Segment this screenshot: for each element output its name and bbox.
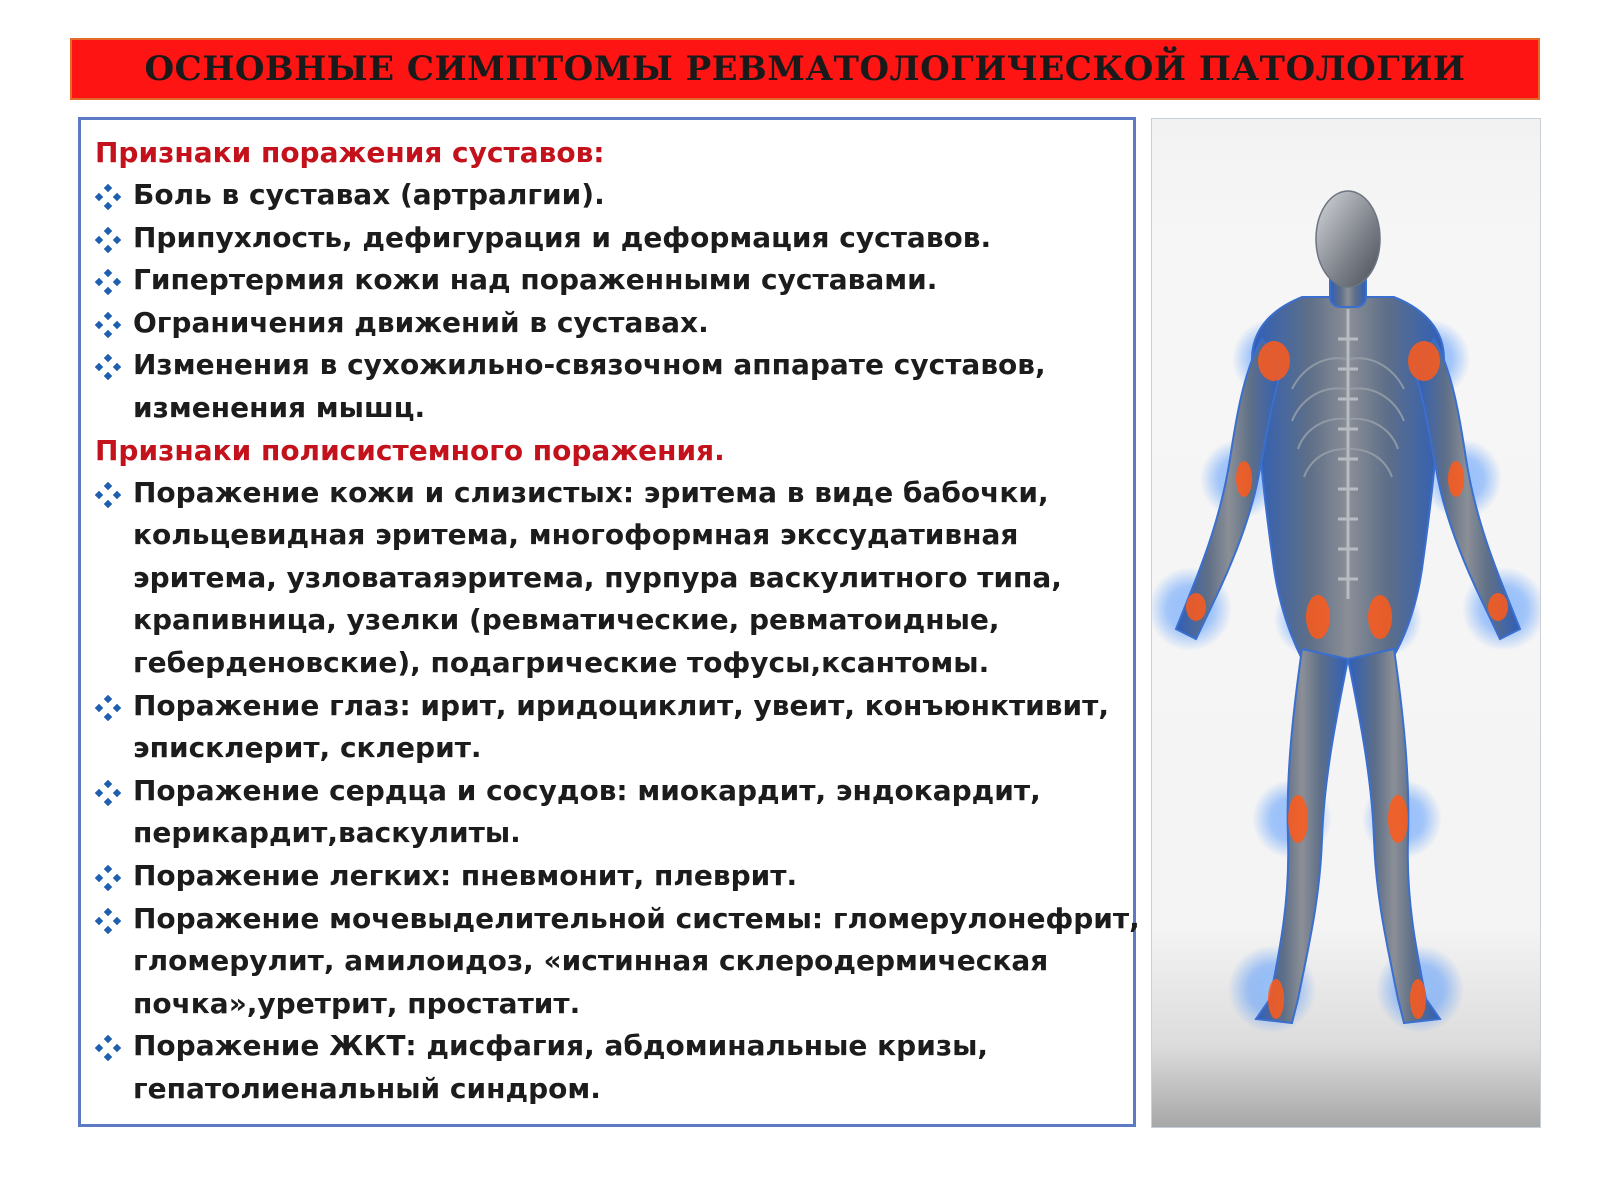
list-item: [95, 217, 1133, 260]
section-heading: Признаки поражения суставов:: [95, 136, 605, 169]
list-item-line: гломерулит, амилоидоз, «истинная склеродермическая: [133, 944, 1049, 978]
list-item: [95, 685, 1133, 770]
list-item-line: Поражение глаз: ирит, иридоциклит, увеит, конъюнктивит,: [133, 688, 1109, 722]
four-diamond-bullet-icon: [95, 265, 121, 291]
list-item-line: Гипертермия кожи над пораженными суставами.: [133, 263, 938, 297]
skeleton-joint-pain-figure: [1152, 119, 1541, 1128]
list-item-line: почка»,уретрит, простатит.: [133, 986, 581, 1020]
list-item-line: Изменения в сухожильно-связочном аппарате суставов,: [133, 348, 1046, 382]
list-item-line: Припухлость, дефигурация и деформация суставов.: [133, 220, 992, 254]
list-item-line: перикардит,васкулиты.: [133, 816, 521, 850]
four-diamond-bullet-icon: [95, 776, 121, 802]
list-item: [95, 1025, 1133, 1110]
section-heading: Признаки полисистемного поражения.: [95, 433, 725, 467]
list-item-line: Боль в суставах (артралгии).: [133, 178, 605, 211]
list-item-line: эписклерит, склерит.: [133, 731, 482, 765]
slide-title: ОСНОВНЫЕ СИМПТОМЫ РЕВМАТОЛОГИЧЕСКОЙ ПАТОЛОГИИ: [144, 49, 1466, 89]
four-diamond-bullet-icon: [95, 478, 121, 504]
four-diamond-bullet-icon: [95, 223, 121, 249]
four-diamond-bullet-icon: [95, 1031, 121, 1057]
list-item-line: изменения мышц.: [133, 390, 426, 424]
list-item: [95, 344, 1133, 429]
list-item-line: гепатолиенальный синдром.: [133, 1071, 601, 1105]
list-item: [95, 855, 1133, 898]
four-diamond-bullet-icon: [95, 350, 121, 376]
list-item: [95, 174, 1133, 217]
four-diamond-bullet-icon: [95, 861, 121, 887]
four-diamond-bullet-icon: [95, 180, 121, 206]
list-item-line: Поражение сердца и сосудов: миокардит, эндокардит,: [133, 773, 1041, 807]
list-item: [95, 259, 1133, 302]
list-item-line: Поражение легких: пневмонит, плеврит.: [133, 858, 798, 892]
four-diamond-bullet-icon: [95, 308, 121, 334]
list-item-line: эритема, узловатаяэритема, пурпура васкулитного типа,: [133, 560, 1062, 594]
list-item-line: Поражение кожи и слизистых: эритема в виде бабочки,: [133, 475, 1049, 509]
list-item: [95, 302, 1133, 345]
list-item-line: Ограничения движений в суставах.: [133, 305, 709, 339]
list-item-line: Поражение ЖКТ: дисфагия, абдоминальные кризы,: [133, 1029, 989, 1063]
head: [1316, 191, 1380, 287]
list-item: [95, 770, 1133, 855]
four-diamond-bullet-icon: [95, 904, 121, 930]
four-diamond-bullet-icon: [95, 691, 121, 717]
list-item-line: кольцевидная эритема, многоформная экссудативная: [133, 518, 1019, 552]
list-item-line: Поражение мочевыделительной системы: гломерулонефрит,: [133, 901, 1140, 935]
symptoms-text-box: [78, 117, 1140, 1127]
list-item: [95, 898, 1140, 1026]
list-item: [95, 472, 1133, 685]
title-bar: [70, 38, 1540, 100]
human-body-illustration: [1151, 118, 1541, 1128]
list-item-line: крапивница, узелки (ревматические, ревматоидные,: [133, 603, 1000, 637]
list-item-line: геберденовские), подагрические тофусы,ксантомы.: [133, 645, 990, 679]
